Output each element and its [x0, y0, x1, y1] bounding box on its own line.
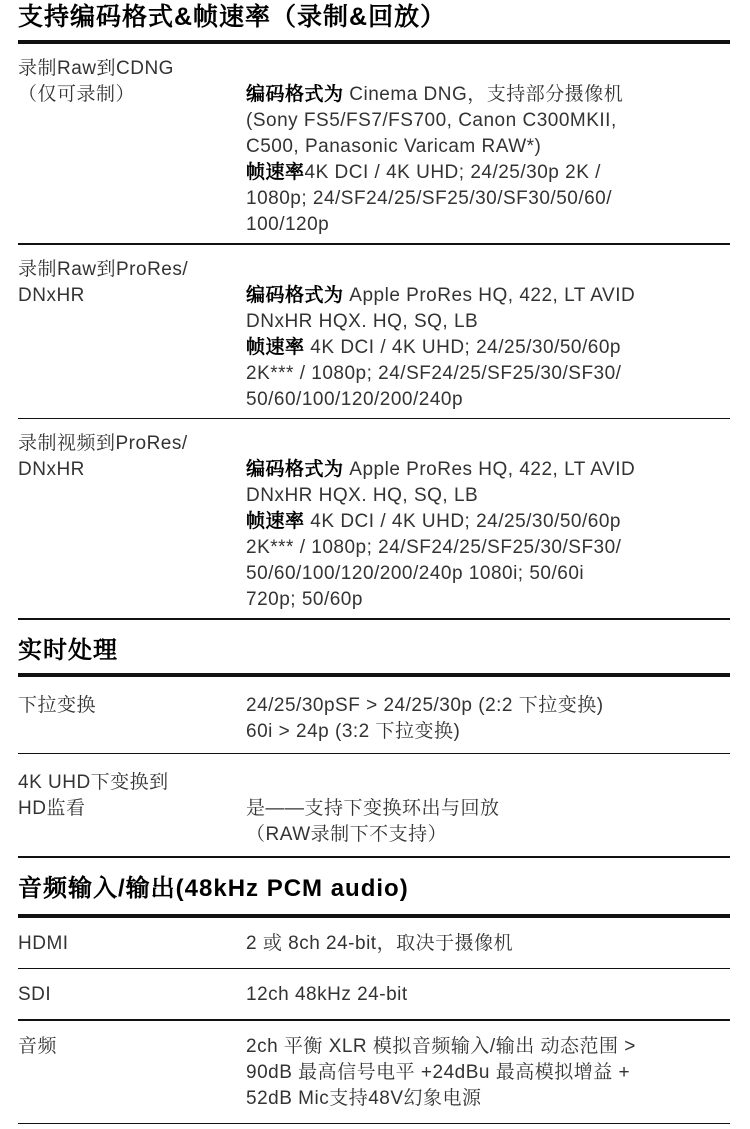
row-value-line	[246, 561, 730, 587]
spec-row	[18, 419, 730, 618]
row-value	[246, 1034, 730, 1112]
value-text: 12ch 48kHz 24-bit	[246, 984, 408, 1005]
row-value-line	[246, 283, 730, 309]
value-text: DNxHR HQX. HQ, SQ, LB	[246, 310, 479, 332]
row-value	[246, 257, 730, 413]
value-text: 24/25/30pSF > 24/25/30p (2:2 下拉变换)	[246, 694, 604, 716]
value-text: 50/60/100/120/200/240p 1080i; 50/60i	[246, 563, 585, 584]
spec-row	[18, 677, 730, 753]
row-label-line: 4K UHD下变换到	[18, 772, 169, 793]
row-value-line	[246, 1034, 730, 1060]
value-text: Apple ProRes HQ, 422, LT AVID	[343, 459, 636, 480]
value-text: 2K*** / 1080p; 24/SF24/25/SF25/30/SF30/	[246, 537, 622, 558]
row-value-line	[246, 361, 730, 387]
row-value-line	[246, 719, 730, 745]
value-text: 90dB 最高信号电平 +24dBu 最高模拟增益 +	[246, 1061, 631, 1083]
value-bold-term: 帧速率	[246, 162, 305, 183]
spec-section	[18, 620, 730, 858]
row-label-line: HD监看	[18, 798, 86, 819]
row-value-line	[246, 796, 730, 822]
value-bold-term: 编码格式为	[246, 84, 344, 105]
row-value-line	[246, 160, 730, 186]
value-text: C500, Panasonic Varicam RAW*)	[246, 136, 542, 157]
spec-rows	[18, 918, 730, 1125]
row-label-line: SDI	[18, 984, 52, 1005]
row-label	[18, 56, 246, 108]
spec-rows	[18, 677, 730, 858]
value-text: 2K*** / 1080p; 24/SF24/25/SF25/30/SF30/	[246, 362, 622, 384]
row-label-line: 下拉变换	[18, 694, 97, 716]
row-label-line: 录制Raw到CDNG	[18, 58, 174, 79]
row-label	[18, 931, 246, 957]
row-value-line	[246, 509, 730, 535]
row-value-line	[246, 212, 730, 238]
value-text: 4K DCI / 4K UHD; 24/25/30/50/60p	[304, 511, 621, 532]
value-text: DNxHR HQX. HQ, SQ, LB	[246, 485, 479, 506]
row-value-line	[246, 186, 730, 212]
row-divider	[18, 1123, 730, 1125]
row-label-line: DNxHR	[18, 284, 85, 306]
value-text: 2ch 平衡 XLR 模拟音频输入/输出 动态范围 >	[246, 1035, 636, 1057]
row-value-line	[246, 309, 730, 335]
spec-section	[18, 2, 730, 620]
row-value	[246, 770, 730, 848]
value-text: 4K DCI / 4K UHD; 24/25/30p 2K /	[304, 162, 601, 183]
value-text: Cinema DNG，支持部分摄像机	[343, 84, 624, 105]
row-label	[18, 431, 246, 483]
row-label	[18, 982, 246, 1008]
row-value	[246, 693, 730, 745]
section-title: 实时处理	[18, 636, 118, 664]
row-value	[246, 56, 730, 238]
value-text: 60i > 24p (3:2 下拉变换)	[246, 720, 461, 742]
row-label-line: （仅可录制）	[18, 84, 136, 105]
row-value-line	[246, 822, 730, 848]
spec-row	[18, 754, 730, 856]
row-label	[18, 1034, 246, 1060]
row-value-line	[246, 483, 730, 509]
section-title: 音频输入/输出(48kHz PCM audio)	[18, 874, 409, 902]
row-value-line	[246, 535, 730, 561]
value-bold-term: 帧速率	[246, 336, 305, 358]
value-text: 50/60/100/120/200/240p	[246, 388, 464, 410]
row-label-line: 录制视频到ProRes/	[18, 433, 188, 454]
spec-row	[18, 245, 730, 418]
row-value-line	[246, 108, 730, 134]
row-value-line	[246, 587, 730, 613]
value-text: 1080p; 24/SF24/25/SF25/30/SF30/50/60/	[246, 188, 613, 209]
row-value-line	[246, 1086, 730, 1112]
section-title: 支持编码格式&帧速率（录制&回放）	[18, 3, 447, 31]
row-label-line: DNxHR	[18, 459, 85, 480]
row-value	[246, 931, 730, 957]
row-label-line: HDMI	[18, 932, 69, 954]
row-value-line	[246, 1060, 730, 1086]
row-label	[18, 693, 246, 719]
value-bold-term: 编码格式为	[246, 284, 344, 306]
row-value-line	[246, 335, 730, 361]
row-value	[246, 431, 730, 613]
row-value-line	[246, 693, 730, 719]
value-text: (Sony FS5/FS7/FS700, Canon C300MKII,	[246, 110, 617, 131]
value-text: （RAW录制下不支持）	[246, 824, 448, 845]
value-text: 是——支持下变换环出与回放	[246, 798, 500, 819]
value-bold-term: 编码格式为	[246, 459, 344, 480]
row-label-line: 录制Raw到ProRes/	[18, 258, 189, 280]
spec-row	[18, 1021, 730, 1123]
row-label	[18, 770, 246, 822]
row-value-line	[246, 931, 730, 957]
row-value-line	[246, 82, 730, 108]
row-value	[246, 982, 730, 1008]
spec-rows	[18, 44, 730, 620]
value-bold-term: 帧速率	[246, 511, 305, 532]
row-label-line: 音频	[18, 1035, 58, 1057]
value-text: 720p; 50/60p	[246, 589, 363, 610]
spec-row	[18, 918, 730, 968]
value-text: 4K DCI / 4K UHD; 24/25/30/50/60p	[304, 336, 621, 358]
value-text: 52dB Mic支持48V幻象电源	[246, 1087, 482, 1109]
spec-section	[18, 858, 730, 1125]
row-value-line	[246, 134, 730, 160]
value-text: 2 或 8ch 24-bit，取决于摄像机	[246, 932, 514, 954]
row-value-line	[246, 387, 730, 413]
value-text: Apple ProRes HQ, 422, LT AVID	[343, 284, 636, 306]
spec-row	[18, 44, 730, 243]
row-value-line	[246, 982, 730, 1008]
value-text: 100/120p	[246, 214, 330, 235]
row-value-line	[246, 457, 730, 483]
spec-row	[18, 969, 730, 1019]
row-label	[18, 257, 246, 309]
